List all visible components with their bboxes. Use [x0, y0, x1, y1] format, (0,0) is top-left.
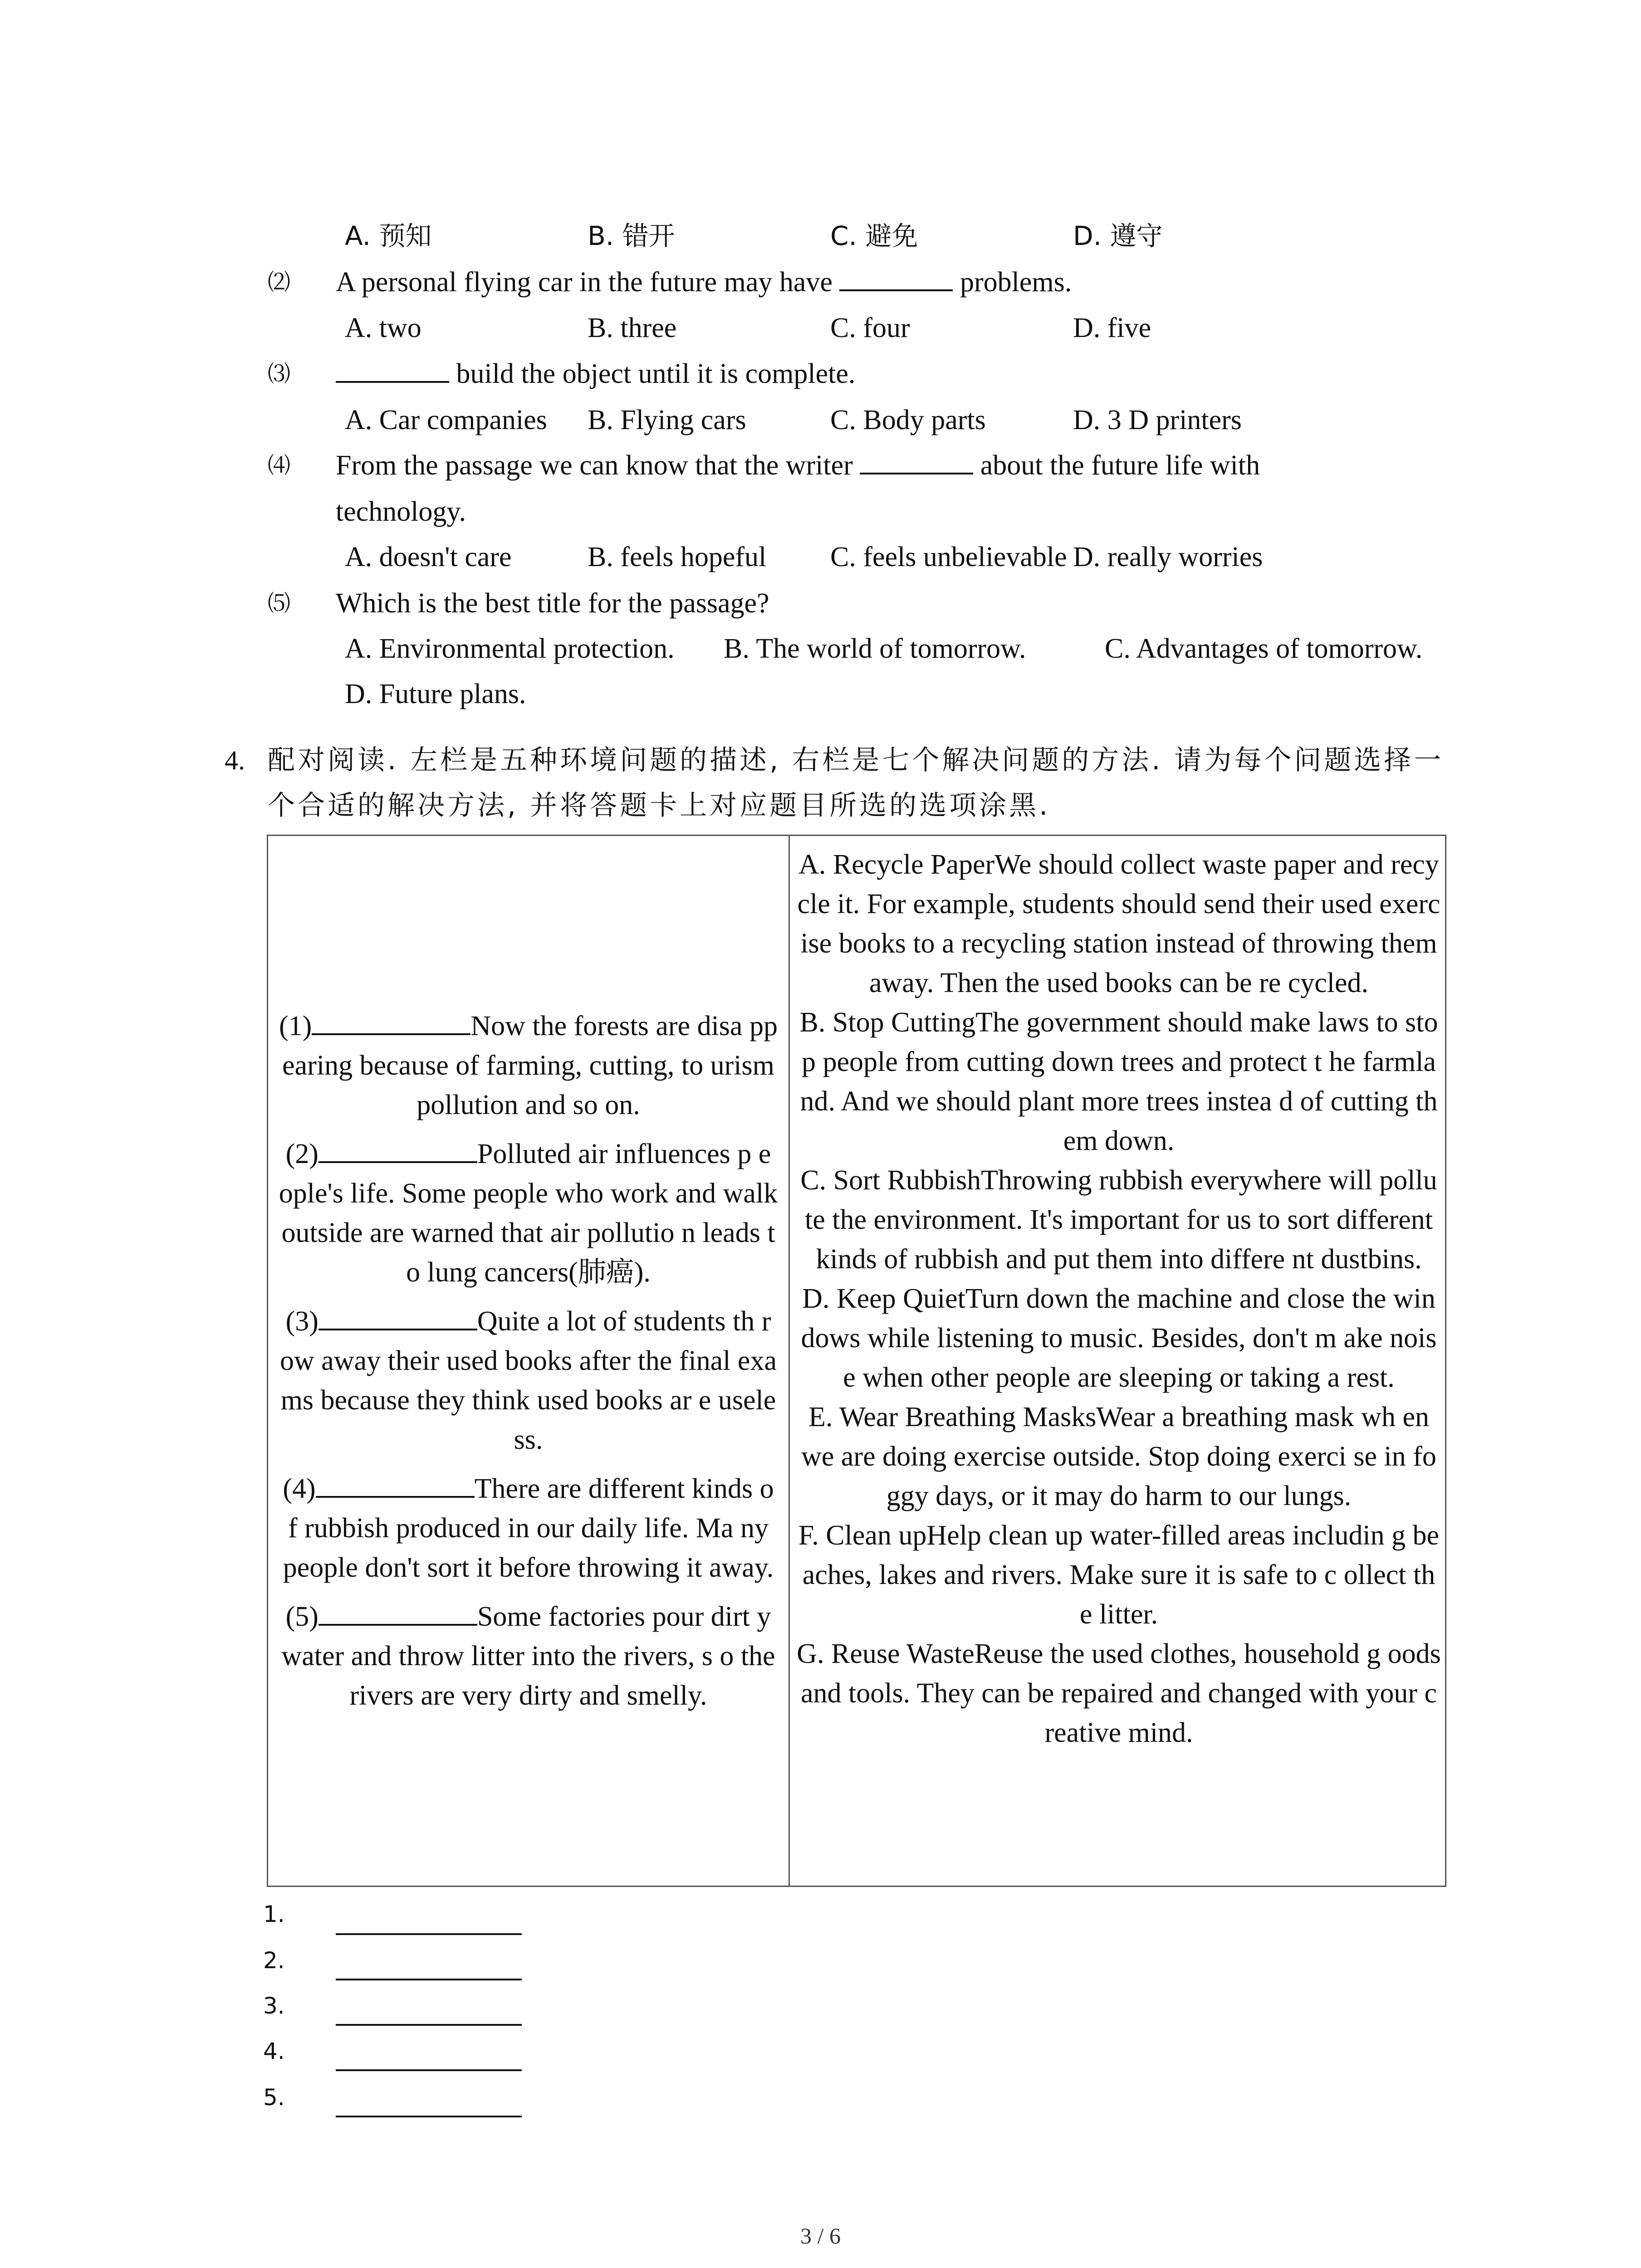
solution-item: A. Recycle PaperWe should collect waste paper and recycle it. For example, students should send their used exercise books to a recycling station instead of throwing them away. Then the used books can be re cycled. — [797, 849, 1440, 998]
q4-option-a: A. doesn't care — [345, 542, 512, 572]
q5-option-b: B. The world of tomorrow. — [724, 633, 1026, 664]
answer-number: 1. — [263, 1901, 285, 1927]
answer-number: 4. — [263, 2038, 285, 2064]
problem-blank[interactable] — [316, 1469, 475, 1498]
q4-stem-cont: technology. — [336, 496, 466, 527]
problem-blank[interactable] — [318, 1134, 477, 1163]
q4-blank[interactable] — [860, 449, 973, 474]
q3-option-a: A. Car companies — [345, 405, 547, 435]
solution-item: C. Sort RubbishThrowing rubbish everywhere will pollute the environment. It's important for us to sort different kinds of rubbish and put them into differe nt dustbins. — [800, 1165, 1437, 1275]
q2-option-d: D. five — [1073, 313, 1151, 343]
problem-item: (4) There are different kinds of rubbish produced in our daily life. Ma ny people don't sort it before throwing it away. — [279, 1469, 778, 1588]
solution-item: F. Clean upHelp clean up water-filled areas includin g beaches, lakes and rivers. Make sure it is safe to c ollect the litter. — [798, 1520, 1440, 1630]
problem-blank[interactable] — [318, 1301, 477, 1330]
answer-number: 2. — [263, 1947, 285, 1974]
answer-line[interactable] — [336, 2069, 522, 2071]
problem-item: (3) Quite a lot of students th row away their used books after the final exams because they think used books ar e useless. — [279, 1301, 778, 1460]
solutions-column — [790, 845, 1448, 1753]
answer-line[interactable] — [336, 2024, 522, 2026]
q3-stem: build the object until it is complete. — [336, 356, 855, 392]
q2-option-b: B. three — [588, 313, 677, 343]
q5-stem: Which is the best title for the passage? — [336, 588, 769, 619]
solution-item: G. Reuse WasteReuse the used clothes, household g oods and tools. They can be repaired and changed with your creative mind. — [797, 1638, 1441, 1748]
q1-option-d: D. 遵守 — [1073, 220, 1163, 251]
answer-number: 3. — [263, 1993, 285, 2019]
page-number: 3 / 6 — [800, 2223, 841, 2248]
solution-item: E. Wear Breathing MasksWear a breathing mask wh en we are doing exercise outside. Stop doing exerci se in foggy days, or it may do harm to our lungs. — [801, 1402, 1436, 1511]
q2-blank[interactable] — [839, 266, 953, 291]
q4-option-c: C. feels unbelievable — [830, 542, 1067, 572]
problem-item: (5) Some factories pour dirt y water and throw litter into the rivers, s o the rivers are very dirty and smelly. — [279, 1597, 778, 1716]
q2-option-c: C. four — [830, 313, 910, 343]
problem-blank[interactable] — [318, 1597, 477, 1626]
q5-option-c: C. Advantages of tomorrow. — [1105, 633, 1423, 664]
q2-option-a: A. two — [345, 313, 421, 343]
section4-instruction-1: 配对阅读. 左栏是五种环境问题的描述, 右栏是七个解决问题的方法. 请为每个问题选择一 — [268, 744, 1444, 776]
q1-option-b: B. 错开 — [588, 220, 675, 251]
q3-option-d: D. 3 D printers — [1073, 405, 1242, 435]
q3-option-b: B. Flying cars — [588, 405, 746, 435]
q5-option-d: D. Future plans. — [345, 679, 526, 709]
q2-number: ⑵ — [268, 269, 290, 295]
q1-option-a: A. 预知 — [345, 220, 432, 251]
answer-line[interactable] — [336, 2116, 522, 2117]
q4-stem: From the passage we can know that the writer about the future life with — [336, 450, 1260, 481]
problems-column — [268, 836, 789, 1886]
q1-option-c: C. 避免 — [830, 220, 918, 251]
q3-option-c: C. Body parts — [830, 405, 986, 435]
problem-blank[interactable] — [312, 1006, 470, 1035]
q4-number: ⑷ — [268, 452, 290, 479]
q3-number: ⑶ — [268, 361, 290, 387]
section4-instruction-2: 个合适的解决方法, 并将答题卡上对应题目所选的选项涂黑. — [268, 790, 1051, 821]
q2-stem: A personal flying car in the future may have problems. — [336, 267, 1072, 298]
solution-item: D. Keep QuietTurn down the machine and close the windows while listening to music. Besides, don't m ake noise when other people are sleeping or taking a rest. — [801, 1283, 1437, 1393]
problem-item: (2) Polluted air influences p eople's life. Some people who work and walk outside are warned that air pollutio n leads to lung cancers(肺癌). — [279, 1134, 778, 1292]
matching-table — [267, 835, 1446, 1887]
solution-item: B. Stop CuttingThe government should make laws to stop people from cutting down trees and protect t he farmland. And we should plant more trees instea d of cutting them down. — [799, 1007, 1438, 1156]
answer-line[interactable] — [336, 1933, 522, 1935]
answer-line[interactable] — [336, 1979, 522, 1980]
q4-option-d: D. really worries — [1073, 542, 1263, 572]
problem-item: (1) Now the forests are disa ppearing because of farming, cutting, to urism pollution and so on. — [279, 1006, 778, 1125]
q4-option-b: B. feels hopeful — [588, 542, 767, 572]
q5-option-a: A. Environmental protection. — [345, 633, 675, 664]
section4-number: 4. — [225, 745, 245, 775]
q3-blank[interactable] — [336, 357, 449, 383]
q5-number: ⑸ — [268, 590, 290, 616]
answer-number: 5. — [263, 2084, 285, 2111]
